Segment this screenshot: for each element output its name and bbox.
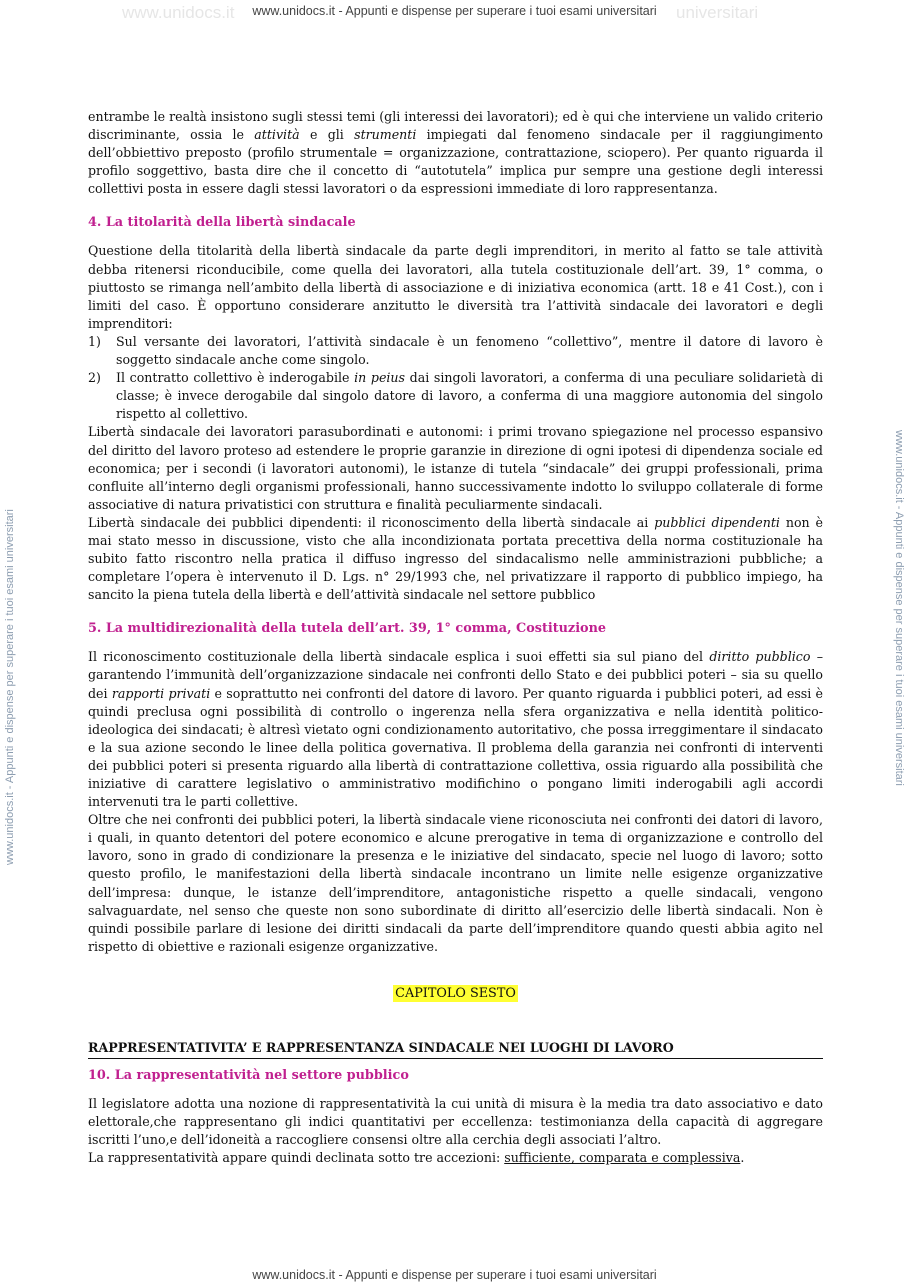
section-title: RAPPRESENTATIVITA’ E RAPPRESENTANZA SINDACALE NEI LUOGHI DI LAVORO — [88, 1039, 823, 1059]
paragraph-lead-text: La rappresentatività appare quindi declinata sotto tre accezioni: — [88, 1150, 505, 1166]
watermark-banner-top: www.unidocs.it - Appunti e dispense per superare i tuoi esami universitari — [252, 4, 657, 18]
watermark-ghost-text: universitari — [676, 3, 759, 22]
section4-paragraph-2: Libertà sindacale dei lavoratori parasubordinati e autonomi: i primi trovano spiegazione nel processo espansivo del diritto del lavoro proteso ad estendere le proprie garanzie in direzione di ogni ipotesi di dipendenza sociale ed economica; per i secondi (i lavoratori autonomi), le istanze di tutela “sindacale” dei gruppi professionali, prima confluite all’interno degli organismi professionali, hanno successivamente indotto lo sviluppo collaterale di forme associative di natura privatistici con struttura e finalità peculiarmente sindacali. — [88, 424, 823, 512]
text-run: non è mai stato messo in discussione, visto che alla incondizionata portata precettiva della norma costituzionale ha subito fatto riscontro nella pratica il diffuso ingresso del sindacalismo nelle amministrazioni pubbliche; a completare l’opera è intervenuto il D. Lgs. n° 29/1993 che, nel privatizzare il rapporto di pubblico impiego, ha sancito la piena tutela della libertà e dell’attività sindacale nel settore pubblico — [88, 514, 823, 603]
text-run: entrambe le realtà insistono sugli stessi temi (gli interessi dei lavoratori); ed è qui che interviene un valido criterio discriminante, ossia le — [88, 109, 823, 143]
list-item — [88, 333, 823, 369]
text-run: Il riconoscimento costituzionale della libertà sindacale esplica i suoi effetti sia sul piano del — [88, 649, 710, 665]
list-item-text — [116, 334, 823, 367]
italic-text: diritto pubblico — [709, 649, 811, 665]
italic-text: attività — [254, 127, 300, 143]
section4-paragraph-3 — [88, 514, 823, 604]
italic-text: pubblici dipendenti — [654, 514, 780, 530]
watermark-banner-bottom: www.unidocs.it - Appunti e dispense per superare i tuoi esami universitari — [252, 1268, 657, 1282]
section-heading-10: 10. La rappresentatività nel settore pubblico — [88, 1068, 409, 1084]
chapter-heading: CAPITOLO SESTO — [395, 985, 516, 1001]
list-number: 1) — [88, 333, 101, 349]
italic-text: strumenti — [354, 127, 417, 143]
watermark-ghost-text: www.unidocs.it — [122, 3, 235, 22]
chapter-heading-wrap — [88, 984, 823, 1003]
underlined-text: sufficiente, comparata e complessiva — [504, 1150, 741, 1166]
section-heading-5: 5. La multidirezionalità della tutela dell’art. 39, 1° comma, Costituzione — [88, 621, 607, 637]
watermark-side-right: www.unidocs.it - Appunti e dispense per superare i tuoi esami universitari — [893, 430, 905, 786]
section10-paragraph-2 — [88, 1149, 823, 1167]
text-run: – garantendo l’immunità dell’organizzazione sindacale nei confronti dello Stato e dei pubblici poteri – sia su quello dei — [88, 649, 823, 701]
list-item-text — [116, 370, 823, 421]
intro-paragraph — [88, 108, 823, 198]
text-run: Sul versante dei lavoratori, l’attività sindacale è un fenomeno “collettivo”, mentre il datore di lavoro è soggetto sindacale anche come singolo. — [116, 333, 823, 368]
section5-paragraph-2: Oltre che nei confronti dei pubblici poteri, la libertà sindacale viene riconosciuta nei confronti dei datori di lavoro, i quali, in quanto detentori del potere economico e alcune prerogative in tema di organizzazione e controllo del lavoro, sono in grado di condizionare la presenza e le iniziative del sindacato, specie nel luogo di lavoro; sotto questo profilo, le manifestazioni della libertà sindacale incontrano un limite nelle esigenze organizzative dell’impresa: dunque, le istanze dell’imprenditore, antagonistiche rispetto a quelle sindacali, vengono salvaguardate, nel senso che queste non sono subordinate di diritto all’esercizio delle libertà sindacali. Non è quindi possibile parlare di lesione dei diritti sindacali da parte dell’imprenditore quando questi abbia agito nel rispetto di obiettive e razionali esigenze organizzative. — [88, 812, 823, 954]
list-item — [88, 369, 823, 423]
italic-text: rapporti privati — [111, 685, 211, 701]
text-run: Libertà sindacale dei pubblici dipendenti: il riconoscimento della libertà sindacale ai — [88, 514, 655, 530]
section10-paragraph-1: Il legislatore adotta una nozione di rappresentatività la cui unità di misura è la media tra dato associativo e dato elettorale,che rappresentano gli indici quantitativi per eccellenza: testimonianza della capacità di aggregare iscritti l’uno,e dell’idoneità a raccogliere consensi oltre alla cerchia degli associati l’altro. — [88, 1096, 823, 1148]
text-run: impiegati dal fenomeno sindacale per il raggiungimento dell’obbiettivo preposto (profilo strumentale = organizzazione, contrattazione, sciopero). Per quanto riguarda il profilo soggettivo, basta dire che il concetto di “autotutela” implica pur sempre una gestione degli interessi collettivi posta in essere dagli stessi lavoratori o da espressioni immediate di loro rappresentanza. — [88, 127, 824, 197]
section5-paragraph-1 — [88, 648, 823, 811]
watermark-side-left: www.unidocs.it - Appunti e dispense per superare i tuoi esami universitari — [4, 509, 16, 865]
text-run: e gli — [299, 127, 355, 143]
section-heading-4: 4. La titolarità della libertà sindacale — [88, 215, 356, 231]
section4-list — [88, 333, 823, 423]
document-body — [88, 108, 823, 1168]
list-number: 2) — [88, 370, 101, 386]
text-run: Il contratto collettivo è inderogabile — [116, 370, 355, 386]
paragraph-end-text: . — [740, 1150, 745, 1166]
text-run: dai singoli lavoratori, a conferma di una peculiare solidarietà di classe; è invece derogabile dal singolo datore di lavoro, a conferma di una maggiore autonomia del singolo rispetto al collettivo. — [116, 370, 824, 422]
section4-paragraph-1: Questione della titolarità della libertà sindacale da parte degli imprenditori, in merito al fatto se tale attività debba ritenersi riconducibile, come quella dei lavoratori, alla tutela costituzionale dell’art. 39, 1° comma, o piuttosto se rimanga nell’ambito della libertà di associazione e di iniziativa economica (artt. 18 e 41 Cost.), con i limiti del caso. È opportuno considerare anzitutto le diversità tra l’attività sindacale dei lavoratori e degli imprenditori: — [88, 243, 823, 331]
text-run: e soprattutto nei confronti del datore di lavoro. Per quanto riguarda i pubblici poteri, ad essi è quindi preclusa ogni possibilità di controllo o ingerenza nella sfera organizzativa e nella identità politico-ideologica dei sindacati; è altresì vietato ogni condizionamento autoritativo, che possa irreggimentare il sindacato e la sua azione secondo le linee della politica governativa. Il problema della garanzia nei confronti di interventi dei pubblici poteri si presenta riguardo alla libertà di contrattazione collettiva, ossia riguardo alla possibilità che iniziative di carattere legislativo o amministrativo modifichino o pongano limiti inderogabili agli accordi intervenuti tra le parti collettive. — [88, 685, 823, 810]
italic-text: in peius — [354, 370, 406, 386]
